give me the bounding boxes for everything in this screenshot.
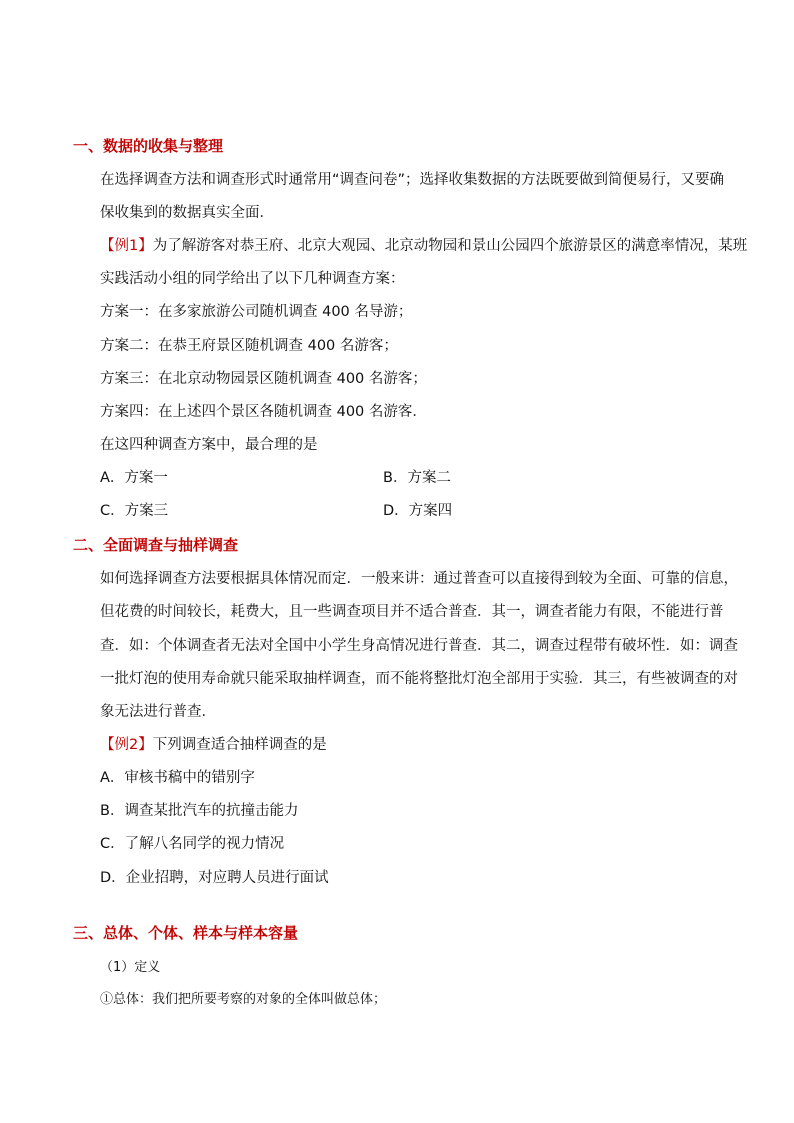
- section2-para-line5: 象无法进行普查．: [100, 704, 216, 720]
- section2-heading: 二、全面调查与抽样调查: [73, 536, 239, 554]
- example2-option-b: B．调查某批汽车的抗撞击能力: [100, 803, 299, 819]
- example1-stem-text: 为了解游客对恭王府、北京大观园、北京动物园和景山公园四个旅游景区的满意率情况，某班: [152, 238, 748, 254]
- example2-option-a: A．审核书稿中的错别字: [100, 770, 255, 786]
- example2-stem-text: 下列调查适合抽样调查的是: [152, 737, 327, 753]
- section3-definition-1: ①总体：我们把所要考察的对象的全体叫做总体；: [100, 992, 387, 1007]
- example1-option-b: B．方案二: [383, 470, 451, 486]
- example2-tag: 【例2】: [100, 737, 153, 753]
- example2-option-c: C．了解八名同学的视力情况: [100, 836, 285, 852]
- example1-plan-3: 方案三：在北京动物园景区随机调查 400 名游客；: [100, 371, 427, 387]
- section1-para-line1: 在选择调查方法和调查形式时通常用“调查问卷”；选择收集数据的方法既要做到简便易行，又要确: [100, 172, 725, 188]
- example2-stem: [100, 735, 327, 755]
- example1-plan-1: 方案一：在多家旅游公司随机调查 400 名导游；: [100, 304, 413, 320]
- example1-option-a: A．方案一: [100, 470, 168, 486]
- section3-heading: 三、总体、个体、样本与样本容量: [73, 924, 299, 942]
- section2-para-line1: 如何选择调查方法要根据具体情况而定．一般来讲：通过普查可以直接得到较为全面、可靠的信息，: [100, 571, 738, 587]
- section1-heading: 一、数据的收集与整理: [73, 137, 224, 155]
- section3-subheading: （1）定义: [100, 960, 161, 975]
- example2-option-d: D．企业招聘，对应聘人员进行面试: [100, 870, 329, 886]
- example1-plan-2: 方案二：在恭王府景区随机调查 400 名游客；: [100, 338, 398, 354]
- example1-tag: 【例1】: [100, 238, 153, 254]
- example1-option-c: C．方案三: [100, 503, 169, 519]
- example1-plan-4: 方案四：在上述四个景区各随机调查 400 名游客．: [100, 404, 427, 420]
- section2-para-line2: 但花费的时间较长，耗费大，且一些调查项目并不适合普查．其一，调查者能力有限，不能进行普: [100, 604, 724, 620]
- section1-para-line2: 保收集到的数据真实全面．: [100, 205, 274, 221]
- section2-para-line3: 查．如：个体调查者无法对全国中小学生身高情况进行普查．其二，调查过程带有破坏性．如：调查: [100, 638, 738, 654]
- section2-para-line4: 一批灯泡的使用寿命就只能采取抽样调查，而不能将整批灯泡全部用于实验．其三，有些被调查的对: [100, 671, 738, 687]
- example1-option-d: D．方案四: [383, 503, 453, 519]
- example1-question: 在这四种调查方案中，最合理的是: [100, 437, 318, 453]
- example1-stem-line1: [100, 236, 747, 256]
- example1-stem-line2: 实践活动小组的同学给出了以下几种调查方案：: [100, 271, 405, 287]
